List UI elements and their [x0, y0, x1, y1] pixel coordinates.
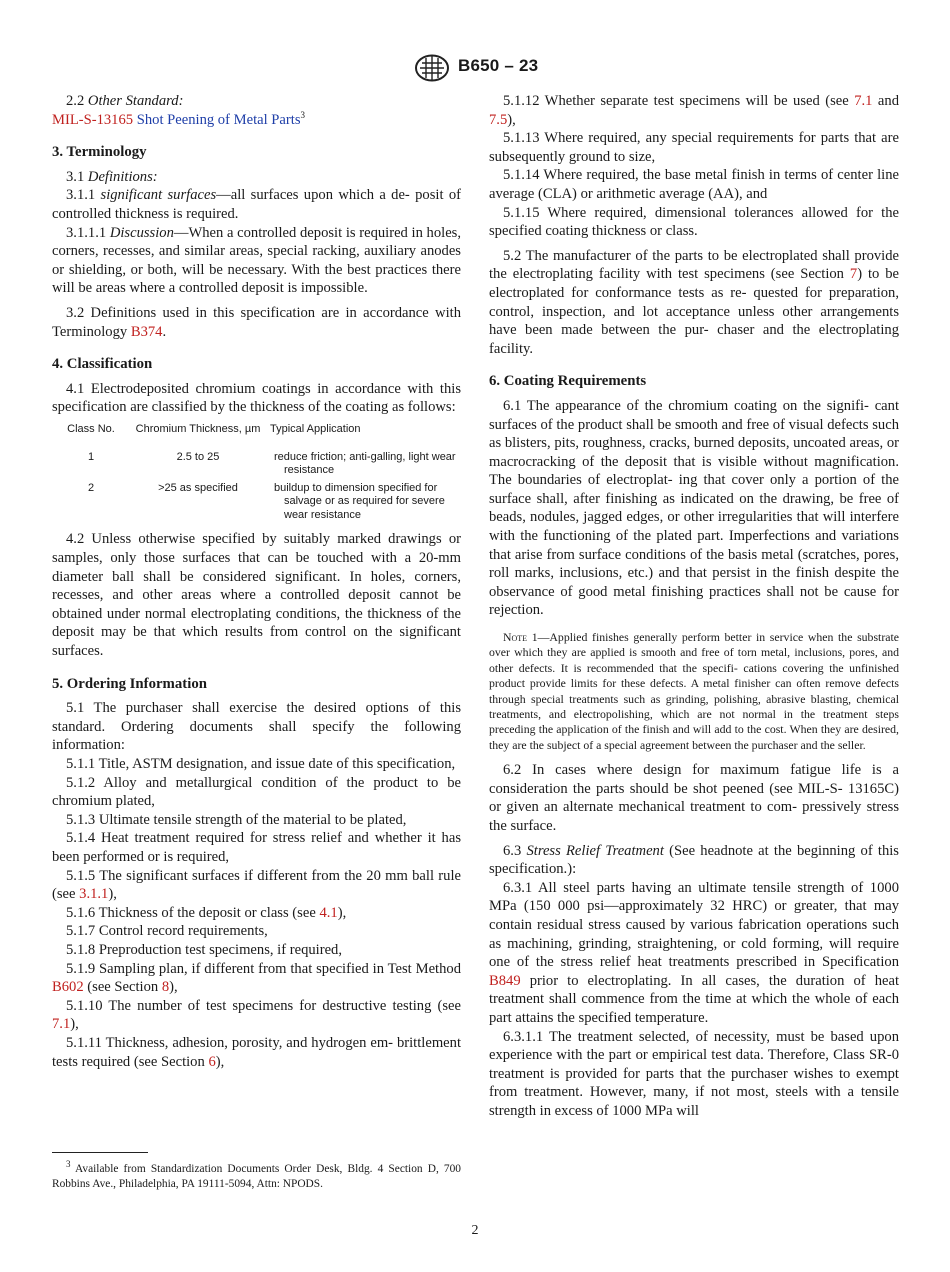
table-cell: 2 — [87, 481, 95, 494]
ref-4-1-link[interactable]: 4.1 — [319, 904, 338, 921]
section-6-heading: 6. Coating Requirements — [489, 373, 647, 390]
page-number: 2 — [471, 1223, 479, 1238]
section-5-1-13: 5.1.13 Where required, any special requirements for parts that are subsequently ground to size, — [489, 130, 899, 165]
section-5-1-2: 5.1.2 Alloy and metallurgical condition of the product to be chromium plated, — [52, 774, 461, 810]
section-5-1-8: 5.1.8 Preproduction test specimens, if required, — [66, 941, 342, 958]
section-4-heading: 4. Classification — [52, 356, 153, 373]
table-row — [52, 482, 461, 527]
section-5-1-10: 5.1.10 The number of test specimens for destructive testing (see 7.1), — [52, 997, 461, 1033]
section-5-1: 5.1 The purchaser shall exercise the desired options of this standard. Ordering documents shall specify the following information: — [52, 700, 461, 754]
table-row — [52, 451, 461, 482]
table-cell: 2.5 to 25 — [176, 450, 220, 463]
section-3-1: 3.1 Definitions: — [66, 168, 158, 185]
note-1: Note 1—Applied finishes generally perform better in service when the substrate over which they are applied is smooth and free of torn metal, inclusions, pores, and other defects. It is recommended that the specifi- cations covering the unfinished product provide limits for these defects. A metal finisher can often remove defects through special treatments such as grinding, polishing, abrasive blasting, chemical treatments, and electropolishing, which are not normal in the treatment steps preceding the application of the finish and will add to the cost. When they are desired, they are the subject of a special agreement between the purchaser and the seller. — [489, 630, 899, 752]
classification-table — [52, 423, 461, 527]
table-cell: 1 — [87, 450, 95, 463]
table-header: Chromium Thickness, µm — [135, 422, 261, 435]
ref-section-8-link[interactable]: 8 — [161, 979, 170, 996]
section-3-1-1: 3.1.1 significant surfaces—all surfaces upon which a de- posit of controlled thickness is required. — [52, 187, 461, 222]
section-5-heading: 5. Ordering Information — [52, 675, 207, 692]
b602-link[interactable]: B602 — [52, 979, 84, 996]
section-5-1-9: 5.1.9 Sampling plan, if different from that specified in Test Method B602 (see Section 8), — [52, 960, 461, 996]
section-6-1: 6.1 The appearance of the chromium coating on the signifi- cant surfaces of the product shall be smooth and free of visual defects such as blisters, pits, roughness, cracks, burned deposits, uncoated areas, or macrocracking of the deposit that is visible without magnification. The boundaries of electroplat- ing that cover only a portion of the surface shall, after finishing as indicated on the drawing, be free of beads, nodules, jagged edges, or other irregularities that will interfere with the functioning of the plated part. Imperfections and variations that arise from surface conditions of the basis metal (scratches, pores, roll marks, inclusions, etc.) and that persist in the finish despite the observance of good metal finishing practices shall not be cause for rejection. — [489, 397, 899, 619]
mil-title-link[interactable]: Shot Peening of Metal Parts — [136, 111, 301, 128]
section-3-heading: 3. Terminology — [52, 144, 147, 161]
ref-section-6-link[interactable]: 6 — [208, 1053, 216, 1070]
document-designation: B650 – 23 — [458, 56, 539, 75]
table-header: Typical Application — [270, 422, 361, 435]
section-4-2: 4.2 Unless otherwise specified by suitably marked drawings or samples, only those surfaces that can be touched with a 20-mm diameter ball shall be considered significant. In holes, corners, recesses, and other areas where a controlled deposit cannot be obtained under normal electroplating conditions, the thickness of the deposit may be that which results from control on the significant surfaces. — [52, 531, 461, 660]
section-2-2: 2.2 Other Standard: — [66, 93, 184, 109]
section-5-1-7: 5.1.7 Control record requirements, — [66, 923, 268, 940]
mil-reference — [52, 111, 461, 130]
section-5-1-5: 5.1.5 The significant surfaces if different from the 20 mm ball rule (see 3.1.1), — [52, 867, 461, 903]
section-6-3: 6.3 Stress Relief Treatment (See headnote at the beginning of this specification.): — [489, 842, 899, 878]
section-5-1-15: 5.1.15 Where required, dimensional tolerances allowed for the specified coating thickness or class. — [489, 204, 899, 240]
section-5-1-11: 5.1.11 Thickness, adhesion, porosity, and hydrogen em- brittlement tests required (see Section 6), — [52, 1034, 461, 1070]
b849-link[interactable]: B849 — [489, 972, 521, 989]
right-column — [489, 92, 899, 1121]
section-5-1-4: 5.1.4 Heat treatment required for stress relief and whether it has been performed or is required, — [52, 830, 461, 865]
section-3-1-1-1: 3.1.1.1 Discussion—When a controlled deposit is required in holes, corners, recesses, and similar areas, special racking, auxiliary anodes or shielding, or both, will be necessary. With the best practices there will be areas where a controlled deposit is impossible. — [52, 224, 462, 297]
footnote: $^3$ Available from Standardization Documents Order Desk, Bldg. 4 Section D, 700 Robbins Ave., Philadelphia, PA 19111-5094, Attn: NPODS. — [52, 1159, 462, 1190]
section-5-1-1: 5.1.1 Title, ASTM designation, and issue date of this specification, — [66, 756, 456, 772]
ref-7-5-link[interactable]: 7.5 — [489, 111, 508, 128]
note-label: Note 1 — [503, 630, 538, 645]
section-6-3-1-1: 6.3.1.1 The treatment selected, of necessity, must be based upon experience with the part or empirical test data. Therefore, Class SR-0 treatment is provided for parts that the purchaser wishes to exempt from treatment. However, many, if not most, steels with a tensile strength in excess of 1000 MPa will — [489, 1028, 899, 1119]
section-5-1-3: 5.1.3 Ultimate tensile strength of the material to be plated, — [66, 811, 407, 828]
b374-link[interactable]: B374 — [130, 323, 163, 340]
ref-7-1-link[interactable]: 7.1 — [854, 93, 873, 109]
ref-7-1-link[interactable]: 7.1 — [52, 1016, 71, 1033]
section-6-3-1: 6.3.1 All steel parts having an ultimate tensile strength of 1000 MPa (150 000 psi—approximately 32 HRC) or greater, that may contain residual stress caused by various fabrication operations such as machining, grinding, straightening, or cold forming, will require one of the stress relief heat treatments prescribed in Specification B849 prior to electroplating. In all cases, the duration of heat treatment shall commence from the time at which the whole of each part attains the specified temperature. — [489, 879, 900, 1026]
section-4-1: 4.1 Electrodeposited chromium coatings in accordance with this specification are classified by the thickness of the coating as follows: — [52, 380, 461, 416]
footnote-divider — [52, 1152, 148, 1153]
footnote-ref: 3 — [300, 109, 305, 120]
section-5-1-6: 5.1.6 Thickness of the deposit or class (see 4.1), — [66, 904, 347, 921]
table-cell: >25 as specified — [158, 481, 238, 494]
ref-section-7-link[interactable]: 7 — [849, 266, 858, 283]
ref-3-1-1-link[interactable]: 3.1.1 — [79, 886, 109, 903]
astm-logo-icon — [414, 54, 450, 82]
table-cell: buildup to dimension specified for salvage or as required for severe wear resistance — [274, 481, 445, 521]
table-header: Class No. — [67, 422, 115, 435]
table-cell: reduce friction; anti-galling, light wear resistance — [274, 450, 456, 477]
mil-code-link[interactable]: MIL-S-13165 — [52, 111, 134, 128]
left-column — [52, 92, 461, 1071]
section-3-2: 3.2 Definitions used in this specification are in accordance with Terminology B374. — [52, 304, 461, 340]
section-6-2: 6.2 In cases where design for maximum fatigue life is a consideration the parts should be shot peened (see MIL-S- 13165C) or given an alternate mechanical treatment to com- pressively stress the surface. — [489, 762, 899, 835]
section-5-1-12: 5.1.12 Whether separate test specimens will be used (see 7.1 and 7.5), — [489, 93, 899, 128]
section-5-1-14: 5.1.14 Where required, the base metal finish in terms of center line average (CLA) or arithmetic average (AA), and — [489, 167, 899, 202]
section-5-2: 5.2 The manufacturer of the parts to be electroplated shall provide the electroplating facility with test specimens (see Section 7) to be electroplated for conformance tests as re- quested for preparation, control, inspection, and lot acceptance unless other arrangements have been made between the pur- chaser and the electroplating facility. — [489, 247, 899, 357]
